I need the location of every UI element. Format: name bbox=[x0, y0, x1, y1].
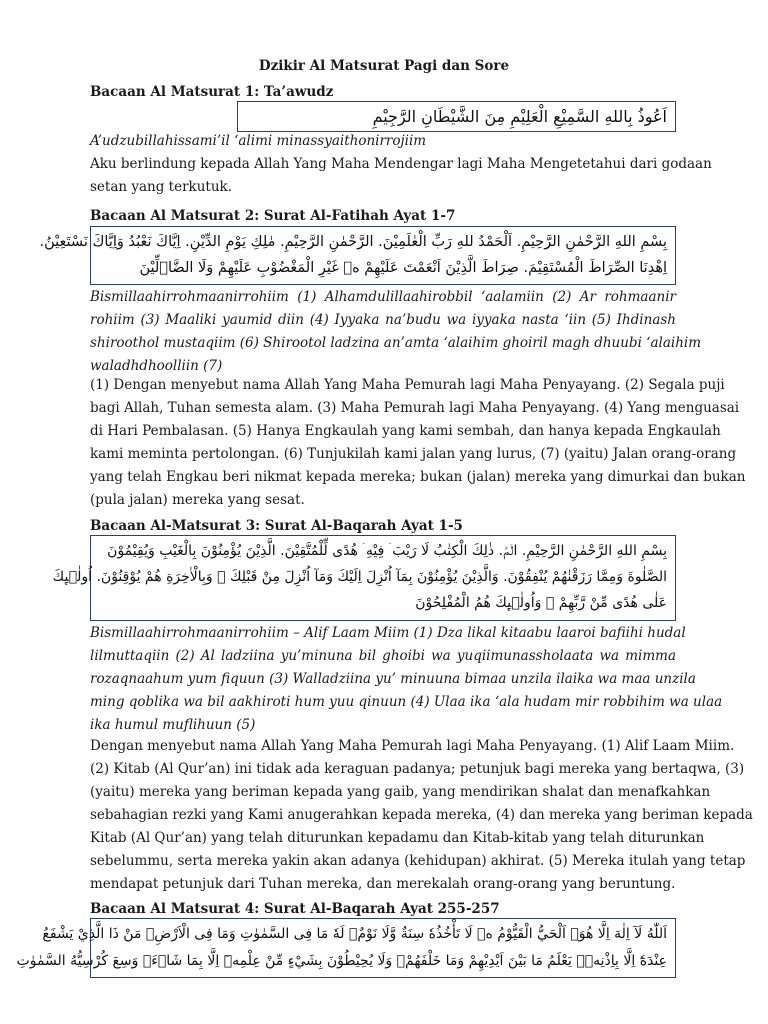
text-line: yang telah Engkau beri nikmat kepada mereka; bukan (jalan) mereka yang dimurkai dan bukan bbox=[90, 469, 746, 485]
arabic-text-box-al-fatihah bbox=[39, 226, 676, 285]
text-line: ming qoblika wa bil aakhiroti hum yuu qinuun (4) Ulaa ika ‘ala hudam mir robbihim wa ulaa bbox=[90, 694, 723, 710]
arabic-text-box-al-baqarah-255-257 bbox=[16, 918, 676, 978]
text-line: shiroothol mustaqiim (6) Shirootol ladzina an’amta ‘alaihim ghoiril magh dhuubi ‘alaihim bbox=[90, 335, 702, 351]
arabic-text-box-al-baqarah-1-5 bbox=[52, 535, 676, 621]
section-heading-al-fatihah: Bacaan Al Matsurat 2: Surat Al-Fatihah Ayat 1-7 bbox=[90, 208, 456, 224]
arabic-line: بِسْمِ اللهِ الرَّحْمٰنِ الرَّحِيْمِ. الۤمّۤ. ذٰلِكَ الْكِتٰبُ لَا رَيْبَ ۛ فِيْهِ ۛ هُدًى لِّلْمُتَّقِيْنَ. الَّذِيْنَ يُؤْمِنُوْنَ بِالْغَيْبِ وَيُقِيْمُوْنَ bbox=[107, 543, 667, 559]
text-line: di Hari Pembalasan. (5) Hanya Engkaulah yang kami sembah, dan hanya kepada Engkaulah bbox=[90, 423, 721, 439]
arabic-line: اَعُوذُ بِاللهِ السَّمِيْعِ الْعَلِيْمِ مِنَ الشَّيْطَانِ الرَّجِيْمِ bbox=[372, 107, 667, 126]
arabic-text-box-taawudz bbox=[237, 101, 676, 132]
translation-al-fatihah bbox=[90, 374, 746, 512]
text-line: Dengan menyebut nama Allah Yang Maha Pemurah lagi Maha Penyayang. (1) Alif Laam Miim. bbox=[90, 738, 735, 754]
text-line: ika humul muflihuun (5) bbox=[90, 717, 256, 733]
latin-transliteration-al-fatihah bbox=[90, 286, 702, 378]
section-heading-al-baqarah-255-257: Bacaan Al Matsurat 4: Surat Al-Baqarah Ayat 255-257 bbox=[90, 901, 500, 917]
arabic-line: بِسْمِ اللهِ الرَّحْمٰنِ الرَّحِيْمِ. اَلْحَمْدُ للهِ رَبِّ الْعٰلَمِيْنَ. الرَّحْمٰنِ الرَّحِيْمِ. مٰلِكِ يَوْمِ الدِّيْنِ. اِيَّاكَ نَعْبُدُ وَاِيَّاكَ نَسْتَعِيْنُ. bbox=[39, 234, 667, 250]
section-heading-al-baqarah-1-5: Bacaan Al-Matsurat 3: Surat Al-Baqarah Ayat 1-5 bbox=[90, 518, 463, 534]
text-line: waladhdhoolliin (7) bbox=[90, 358, 223, 374]
arabic-line: الصَّلٰوةَ وَمِمَّا رَزَقْنٰهُمْ يُنْفِقُوْنَ. وَالَّذِيْنَ يُؤْمِنُوْنَ بِمَآ اُنْزِلَ اِلَيْكَ وَمَآ اُنْزِلَ مِنْ قَبْلِكَ ۚ وَبِالْاٰخِرَةِ هُمْ يُوْقِنُوْنَ. اُولٰۤىِٕكَ bbox=[52, 569, 667, 585]
text-line: rohiim (3) Maaliki yaumid diin (4) Iyyaka na’budu wa iyyaka nasta ‘iin (5) Ihdinash bbox=[90, 312, 676, 328]
text-line: rozaqnaahum yum fiquun (3) Walladziina yu’ minuuna bimaa unzila ilaika wa maa unzila bbox=[90, 671, 696, 687]
translation-al-baqarah-1-5 bbox=[90, 735, 753, 896]
arabic-line: عِنْدَهٗٓ اِلَّا بِاِذْنِهٖۗ يَعْلَمُ مَا بَيْنَ اَيْدِيْهِمْ وَمَا خَلْفَهُمْۚ وَلَا يُحِيْطُوْنَ بِشَيْءٍ مِّنْ عِلْمِهٖٓ اِلَّا بِمَا شَاۤءَۚ وَسِعَ كُرْسِيُّهُ السَّمٰوٰتِ bbox=[16, 953, 667, 969]
document-title: Dzikir Al Matsurat Pagi dan Sore bbox=[258, 58, 510, 74]
text-line: Bismillaahirrohmaanirrohiim – Alif Laam Miim (1) Dza likal kitaabu laaroi bafiihi hudal bbox=[90, 625, 686, 641]
text-line: A’udzubillahissami’il ‘alimi minassyaithonirrojiim bbox=[90, 133, 427, 149]
arabic-line: اَللّٰهُ لَآ اِلٰهَ اِلَّا هُوَۚ اَلْحَيُّ الْقَيُّوْمُ ەۚ لَا تَأْخُذُهٗ سِنَةٌ وَّلَا نَوْمٌۗ لَهٗ مَا فِى السَّمٰوٰتِ وَمَا فِى الْاَرْضِۗ مَنْ ذَا الَّذِيْ يَشْفَعُ bbox=[42, 926, 667, 942]
text-line: Kitab (Al Qur’an) yang telah diturunkan kepadamu dan Kitab-kitab yang telah diturunkan bbox=[90, 830, 705, 846]
text-line: Aku berlindung kepada Allah Yang Maha Mendengar lagi Maha Mengetetahui dari godaan bbox=[90, 156, 712, 172]
text-line: sebahagian rezki yang Kami anugerahkan kepada mereka, (4) dan mereka yang beriman kepada bbox=[90, 807, 753, 823]
arabic-line: عَلٰى هُدًى مِّنْ رَّبِّهِمْ ۙ وَاُولٰۤىِٕكَ هُمُ الْمُفْلِحُوْنَ bbox=[415, 595, 667, 611]
text-line: lilmuttaqiin (2) Al ladziina yu’minuna bil ghoibi wa yuqiimunassholaata wa mimma bbox=[90, 648, 676, 664]
latin-transliteration-al-baqarah-1-5 bbox=[90, 622, 723, 737]
text-line: (pula jalan) mereka yang sesat. bbox=[90, 492, 305, 508]
text-line: bagi Allah, Tuhan semesta alam. (3) Maha Pemurah lagi Maha Penyayang. (4) Yang menguasai bbox=[90, 400, 740, 416]
text-line: mendapat petunjuk dari Tuhan mereka, dan merekalah orang-orang yang beruntung. bbox=[90, 876, 676, 892]
text-line: (1) Dengan menyebut nama Allah Yang Maha Pemurah lagi Maha Penyayang. (2) Segala puji bbox=[90, 377, 725, 393]
text-line: setan yang terkutuk. bbox=[90, 179, 233, 195]
text-line: kami meminta pertolongan. (6) Tunjukilah kami jalan yang lurus, (7) (yaitu) Jalan orang-orang bbox=[90, 446, 737, 462]
text-line: (2) Kitab (Al Qur’an) ini tidak ada keraguan padanya; petunjuk bagi mereka yang bertaqwa, (3) bbox=[90, 761, 745, 777]
arabic-line: اِهْدِنَا الصِّرَاطَ الْمُسْتَقِيْمَ. صِرَاطَ الَّذِيْنَ اَنْعَمْتَ عَلَيْهِمْ ەۙ غَيْرِ الْمَغْضُوْبِ عَلَيْهِمْ وَلَا الضَّاۤلِّيْنَ bbox=[139, 260, 667, 276]
text-line: (yaitu) mereka yang beriman kepada yang gaib, yang mendirikan shalat dan menafkahkan bbox=[90, 784, 711, 800]
latin-transliteration-taawudz bbox=[90, 130, 676, 153]
translation-taawudz bbox=[90, 153, 712, 199]
text-line: Bismillaahirrohmaanirrohiim (1) Alhamdulillaahirobbil ‘aalamiin (2) Ar rohmaanir bbox=[90, 289, 676, 305]
section-heading-taawudz: Bacaan Al Matsurat 1: Ta’awudz bbox=[90, 84, 334, 100]
text-line: sebelummu, serta mereka yakin akan adanya (kehidupan) akhirat. (5) Mereka itulah yang tetap bbox=[90, 853, 746, 869]
